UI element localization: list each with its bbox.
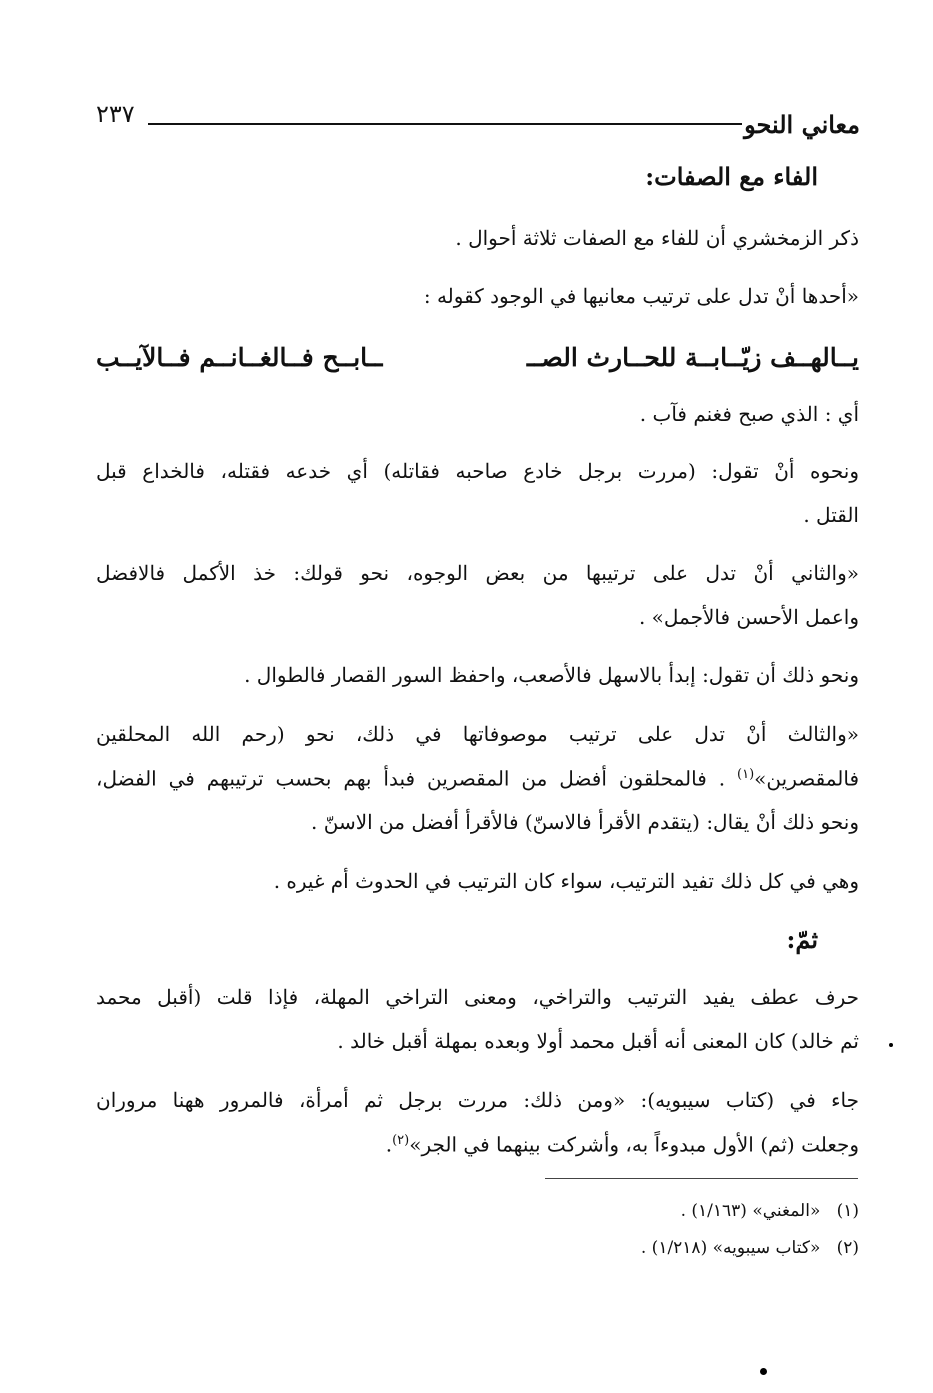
scan-speck — [760, 1368, 767, 1375]
section-heading: الفاء مع الصفات: — [645, 162, 818, 191]
text-line: «أحدها أنْ تدل على ترتيب معانيها في الوجود كقوله : — [423, 284, 859, 308]
footnote-text: «المغني» (١/١٦٣) . — [680, 1201, 821, 1221]
footnote-number: (٢) — [836, 1238, 859, 1258]
book-title: معاني النحو — [744, 110, 860, 139]
footnote-number: (١) — [836, 1201, 859, 1221]
text-line: واعمل الأحسن فالأجمل» . — [638, 605, 859, 629]
text-line: ونحو ذلك أنْ يقال: (يتقدم الأقرأ فالاسنّ) فالأقرأ أفضل من الاسنّ . — [311, 810, 859, 834]
footnote-marker: (١) — [737, 767, 755, 782]
verse-first-hemistich: يــالهــف زيّــابــة للحــارث الصــ — [526, 343, 859, 372]
text-segment: . فالمحلقون أفضل من المقصرين فبدأ بهم بحسب ترتيبهم في الفضل، — [96, 766, 726, 791]
footnote-marker: (٢) — [392, 1133, 410, 1148]
footnote-separator — [545, 1178, 858, 1179]
text-line: ثم خالد) كان المعنى أنه أقبل محمد أولا وبعده بمهلة أقبل خالد . — [337, 1029, 859, 1053]
section-heading: ثمّ: — [786, 925, 818, 954]
text-line: حرف عطف يفيد الترتيب والتراخي، ومعنى التراخي المهلة، فإذا قلت (أقبل محمد — [96, 985, 859, 1009]
text-line: «والثاني أنْ تدل على ترتيبها من بعض الوجوه، نحو قولك: خذ الأكمل فالافضل — [96, 561, 859, 585]
verse-second-hemistich: ــابــح فــالغــانــم فــالآيــب — [96, 343, 383, 372]
text-segment: وجعلت (ثم) الأول مبدوءاً به، وأشركت بينهما في الجر» — [409, 1132, 859, 1157]
page-number: ٢٣٧ — [96, 100, 135, 128]
text-segment: فالمقصرين» — [754, 766, 860, 791]
footnote-text: «كتاب سيبويه» (١/٢١٨) . — [640, 1238, 821, 1258]
text-line — [386, 1134, 859, 1155]
text-line: ذكر الزمخشري أن للفاء مع الصفات ثلاثة أحوال . — [455, 226, 859, 250]
poetry-verse — [96, 343, 859, 383]
header-rule — [148, 123, 742, 125]
running-header — [96, 100, 860, 144]
text-line: «والثالث أنْ تدل على ترتيب موصوفاتها في ذلك، نحو (رحم الله المحلقين — [96, 722, 859, 746]
text-line: وهي في كل ذلك تفيد الترتيب، سواء كان الترتيب في الحدوث أم غيره . — [273, 869, 859, 893]
text-line: القتل . — [803, 503, 859, 527]
period-mark: . — [385, 1132, 393, 1157]
footnote — [641, 1238, 859, 1258]
text-line: أي : الذي صبح فغنم فآب . — [639, 402, 859, 426]
text-line: جاء في (كتاب سيبويه): «ومن ذلك: مررت برجل ثم أمرأة، فالمرور ههنا مروران — [96, 1088, 859, 1112]
scan-speck — [889, 1043, 893, 1047]
text-line: ونحوه أنْ تقول: (مررت برجل خادع صاحبه فقاتله) أي خدعه فقتله، فالخداع قبل — [96, 459, 859, 483]
footnote — [681, 1201, 859, 1221]
text-line — [96, 768, 859, 789]
text-line: ونحو ذلك أن تقول: إبدأ بالاسهل فالأصعب، واحفظ السور القصار فالطوال . — [244, 663, 859, 687]
